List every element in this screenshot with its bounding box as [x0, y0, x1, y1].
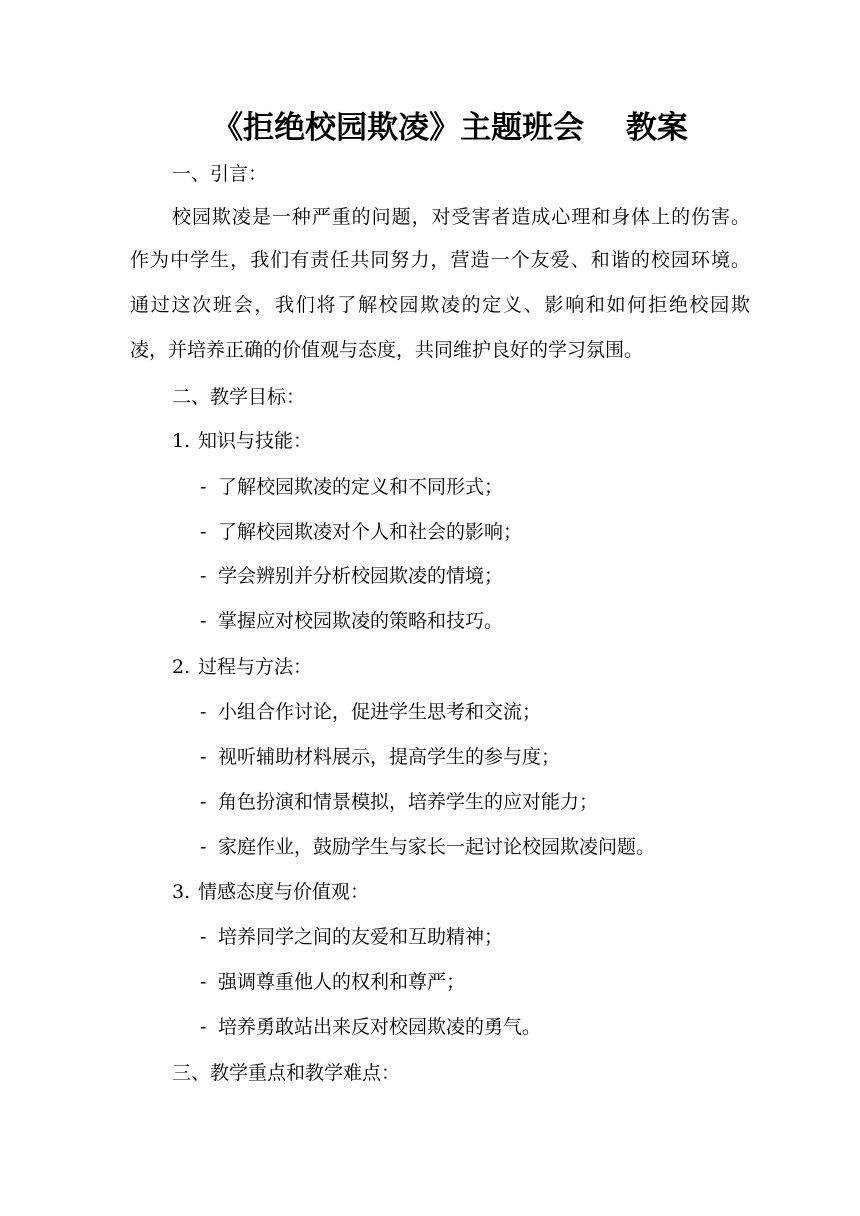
list-item — [200, 520, 522, 544]
list-item-text: 强调尊重他人的权利和尊严； — [218, 971, 466, 993]
dash-marker: - — [200, 791, 207, 813]
dash-marker: - — [200, 565, 207, 587]
list-item-text: 小组合作讨论，促进学生思考和交流； — [218, 701, 542, 723]
list-item-text: 家庭作业，鼓励学生与家长一起讨论校园欺凌问题。 — [218, 836, 656, 858]
list-item-text: 学会辨别并分析校园欺凌的情境； — [218, 565, 504, 587]
goal-heading — [172, 429, 312, 453]
intro-paragraph-line: 通过这次班会，我们将了解校园欺凌的定义、影响和如何拒绝校园欺 — [130, 294, 750, 316]
list-item-text: 视听辅助材料展示，提高学生的参与度； — [218, 746, 561, 768]
dash-marker: - — [200, 836, 207, 858]
list-item — [200, 564, 503, 588]
dash-marker: - — [200, 701, 207, 723]
intro-paragraph-line: 校园欺凌是一种严重的问题，对受害者造成心理和身体上的伤害。 — [172, 206, 750, 228]
list-item-text: 了解校园欺凌的定义和不同形式； — [218, 476, 504, 498]
goal-number: 2. — [172, 656, 191, 678]
dash-marker: - — [200, 926, 207, 948]
goal-heading — [172, 880, 369, 904]
list-item-text: 掌握应对校园欺凌的策略和技巧。 — [218, 610, 504, 632]
list-item — [200, 609, 503, 633]
list-item — [200, 475, 503, 499]
goal-label: 情感态度与价值观： — [198, 881, 370, 903]
goal-label: 知识与技能： — [198, 430, 313, 452]
list-item — [200, 925, 503, 949]
goal-heading — [172, 655, 312, 679]
intro-paragraph-line: 作为中学生，我们有责任共同努力，营造一个友爱、和谐的校园环境。 — [130, 249, 750, 271]
goal-number: 1. — [172, 430, 191, 452]
list-item — [200, 790, 598, 814]
list-item — [200, 970, 465, 994]
section-heading-intro: 一、引言： — [172, 163, 268, 185]
list-item-text: 角色扮演和情景模拟，培养学生的应对能力； — [218, 791, 599, 813]
goal-label: 过程与方法： — [198, 656, 313, 678]
section-heading-goals: 二、教学目标： — [172, 386, 306, 408]
dash-marker: - — [200, 1016, 207, 1038]
dash-marker: - — [200, 610, 207, 632]
dash-marker: - — [200, 521, 207, 543]
list-item-text: 培养同学之间的友爱和互助精神； — [218, 926, 504, 948]
dash-marker: - — [200, 476, 207, 498]
list-item-text: 了解校园欺凌对个人和社会的影响； — [218, 521, 523, 543]
list-item — [200, 1015, 541, 1039]
section-heading-focus: 三、教学重点和教学难点： — [172, 1062, 401, 1084]
dash-marker: - — [200, 971, 207, 993]
dash-marker: - — [200, 746, 207, 768]
goal-number: 3. — [172, 881, 191, 903]
document-title: 《拒绝校园欺凌》主题班会 教案 — [212, 110, 688, 146]
list-item-text: 培养勇敢站出来反对校园欺凌的勇气。 — [218, 1016, 542, 1038]
intro-paragraph-line: 凌，并培养正确的价值观与态度，共同维护良好的学习氛围。 — [130, 339, 644, 361]
list-item — [200, 835, 655, 859]
list-item — [200, 700, 541, 724]
list-item — [200, 745, 560, 769]
